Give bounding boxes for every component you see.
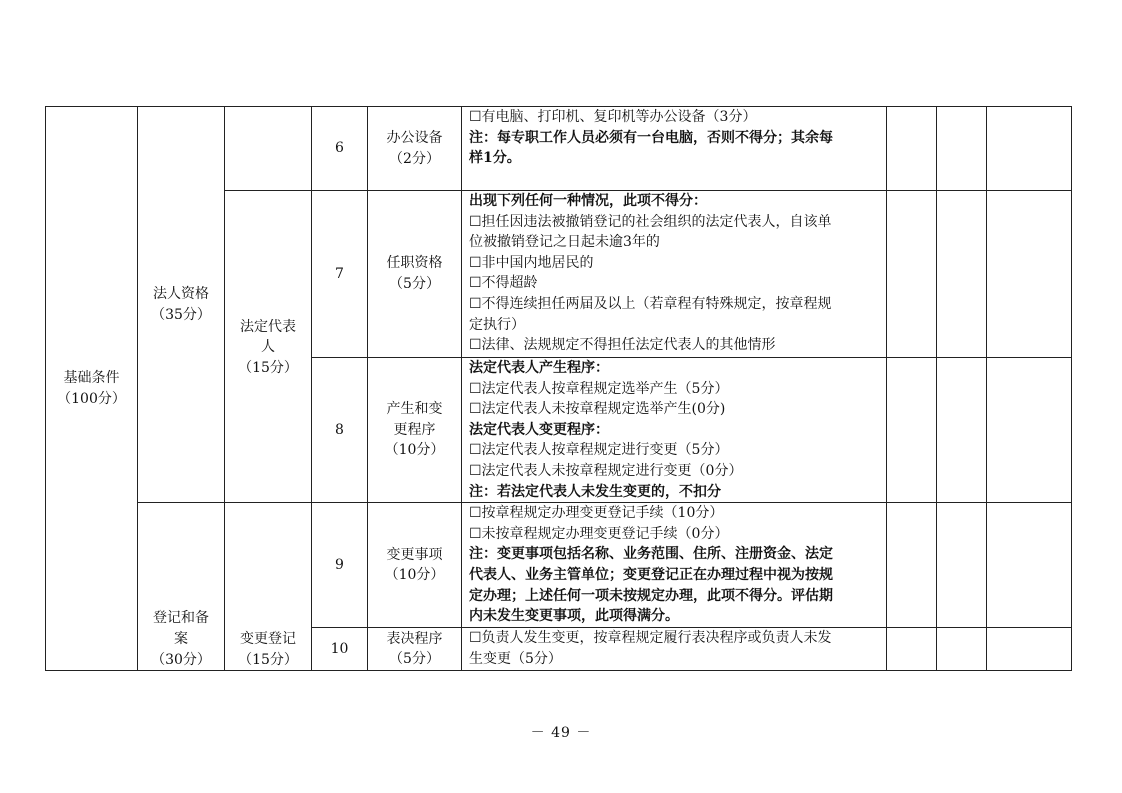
section-cell-legal-person [138,107,225,503]
section-name: 案 [174,630,188,647]
section-name: 登记和备 [153,610,209,627]
criteria-note: 样1分。 [469,150,521,167]
criteria-line: ☐非中国内地居民的 [469,254,594,271]
item-score: （10分） [384,567,445,584]
criteria-note: 代表人、业务主管单位；变更登记正在办理过程中视为按规 [469,566,833,583]
section-score: （35分） [151,306,211,323]
item-name: 任职资格 [386,255,443,272]
criteria-line: ☐负责人发生变更，按章程规定履行表决程序或负责人未发 [469,630,832,647]
subsection-score: （15分） [238,359,298,376]
criteria-line: ☐法律、法规规定不得担任法定代表人的其他情形 [469,337,776,354]
criteria-cell [462,503,887,628]
subsection-cell-legal-rep [225,191,312,503]
item-name: 变更事项 [386,546,443,563]
score-cell [937,628,987,671]
item-name: 办公设备 [386,129,443,146]
category-cell-base [46,107,138,671]
criteria-line: ☐不得超龄 [469,275,538,292]
item-score: （5分） [389,276,440,292]
item-number: 8 [312,358,368,503]
subsection-cell-empty [225,107,312,191]
remark-cell [987,358,1072,503]
remark-cell [987,191,1072,358]
criteria-line: ☐未按章程规定办理变更登记手续（0分） [469,525,729,542]
subsection-name: 人 [261,339,275,356]
criteria-line: 定执行） [469,316,525,333]
criteria-heading: 法定代表人产生程序： [469,360,609,376]
criteria-heading: 出现下列任何一种情况，此项不得分： [469,193,707,209]
item-name-cell [368,107,462,191]
score-cell [937,191,987,358]
criteria-line: ☐按章程规定办理变更登记手续（10分） [469,505,724,522]
criteria-heading: 法定代表人变更程序： [469,421,609,438]
item-number: 6 [312,107,368,191]
criteria-line: ☐担任因违法被撤销登记的社会组织的法定代表人，自该单 [469,213,832,230]
criteria-line: ☐法定代表人按章程规定进行变更（5分） [469,442,729,459]
criteria-cell [462,358,887,503]
subsection-cell-change-registration [225,503,312,671]
criteria-note: 注：变更事项包括名称、业务范围、住所、注册资金、法定 [469,546,833,563]
category-score: （100分） [57,390,126,407]
score-cell [937,503,987,628]
category-name: 基础条件 [63,369,120,386]
subsection-name: 法定代表 [240,318,296,335]
remark-cell [987,628,1072,671]
criteria-note: 注：若法定代表人未发生变更的，不扣分 [469,483,721,500]
item-name: 产生和变 [386,401,443,418]
item-score: （10分） [384,442,445,459]
score-cell [937,107,987,191]
criteria-cell [462,628,887,671]
item-name-cell [368,503,462,628]
subsection-name: 变更登记 [240,630,296,647]
subsection-score: （15分） [238,651,298,668]
section-cell-registration [138,503,225,671]
table-row [46,107,1072,191]
criteria-line: ☐有电脑、打印机、复印机等办公设备（3分） [469,109,757,125]
evaluation-table [45,106,1072,671]
table-row [46,503,1072,628]
score-cell [887,503,937,628]
criteria-line: ☐法定代表人未按章程规定选举产生(0分) [469,401,726,418]
item-number: 9 [312,503,368,628]
page-number: － 49 － [530,725,592,741]
score-cell [887,358,937,503]
score-cell [887,628,937,671]
score-cell [937,358,987,503]
item-name-cell [368,628,462,671]
section-score: （30分） [151,651,211,668]
score-cell [887,191,937,358]
score-cell [887,107,937,191]
criteria-line: 位被撤销登记之日起未逾3年的 [469,234,660,251]
item-name: 表决程序 [386,630,443,647]
criteria-line: ☐法定代表人未按章程规定进行变更（0分） [469,462,743,479]
item-score: （2分） [389,150,440,167]
item-score: （5分） [389,651,440,668]
criteria-note: 内未发生变更事项，此项得满分。 [469,608,679,625]
criteria-note: 定办理；上述任何一项未按规定办理，此项不得分。评估期 [469,587,833,604]
item-name-cell [368,191,462,358]
criteria-line: ☐不得连续担任两届及以上（若章程有特殊规定，按章程规 [469,295,832,312]
item-number: 7 [312,191,368,358]
remark-cell [987,503,1072,628]
criteria-note: 注：每专职工作人员必须有一台电脑，否则不得分；其余每 [469,129,833,146]
remark-cell [987,107,1072,191]
criteria-cell [462,107,887,191]
item-number: 10 [312,628,368,671]
criteria-cell [462,191,887,358]
criteria-line: ☐法定代表人按章程规定选举产生（5分） [469,380,729,397]
item-name: 更程序 [393,421,436,438]
item-name-cell [368,358,462,503]
section-name: 法人资格 [153,285,209,302]
criteria-line: 生变更（5分） [469,650,562,667]
